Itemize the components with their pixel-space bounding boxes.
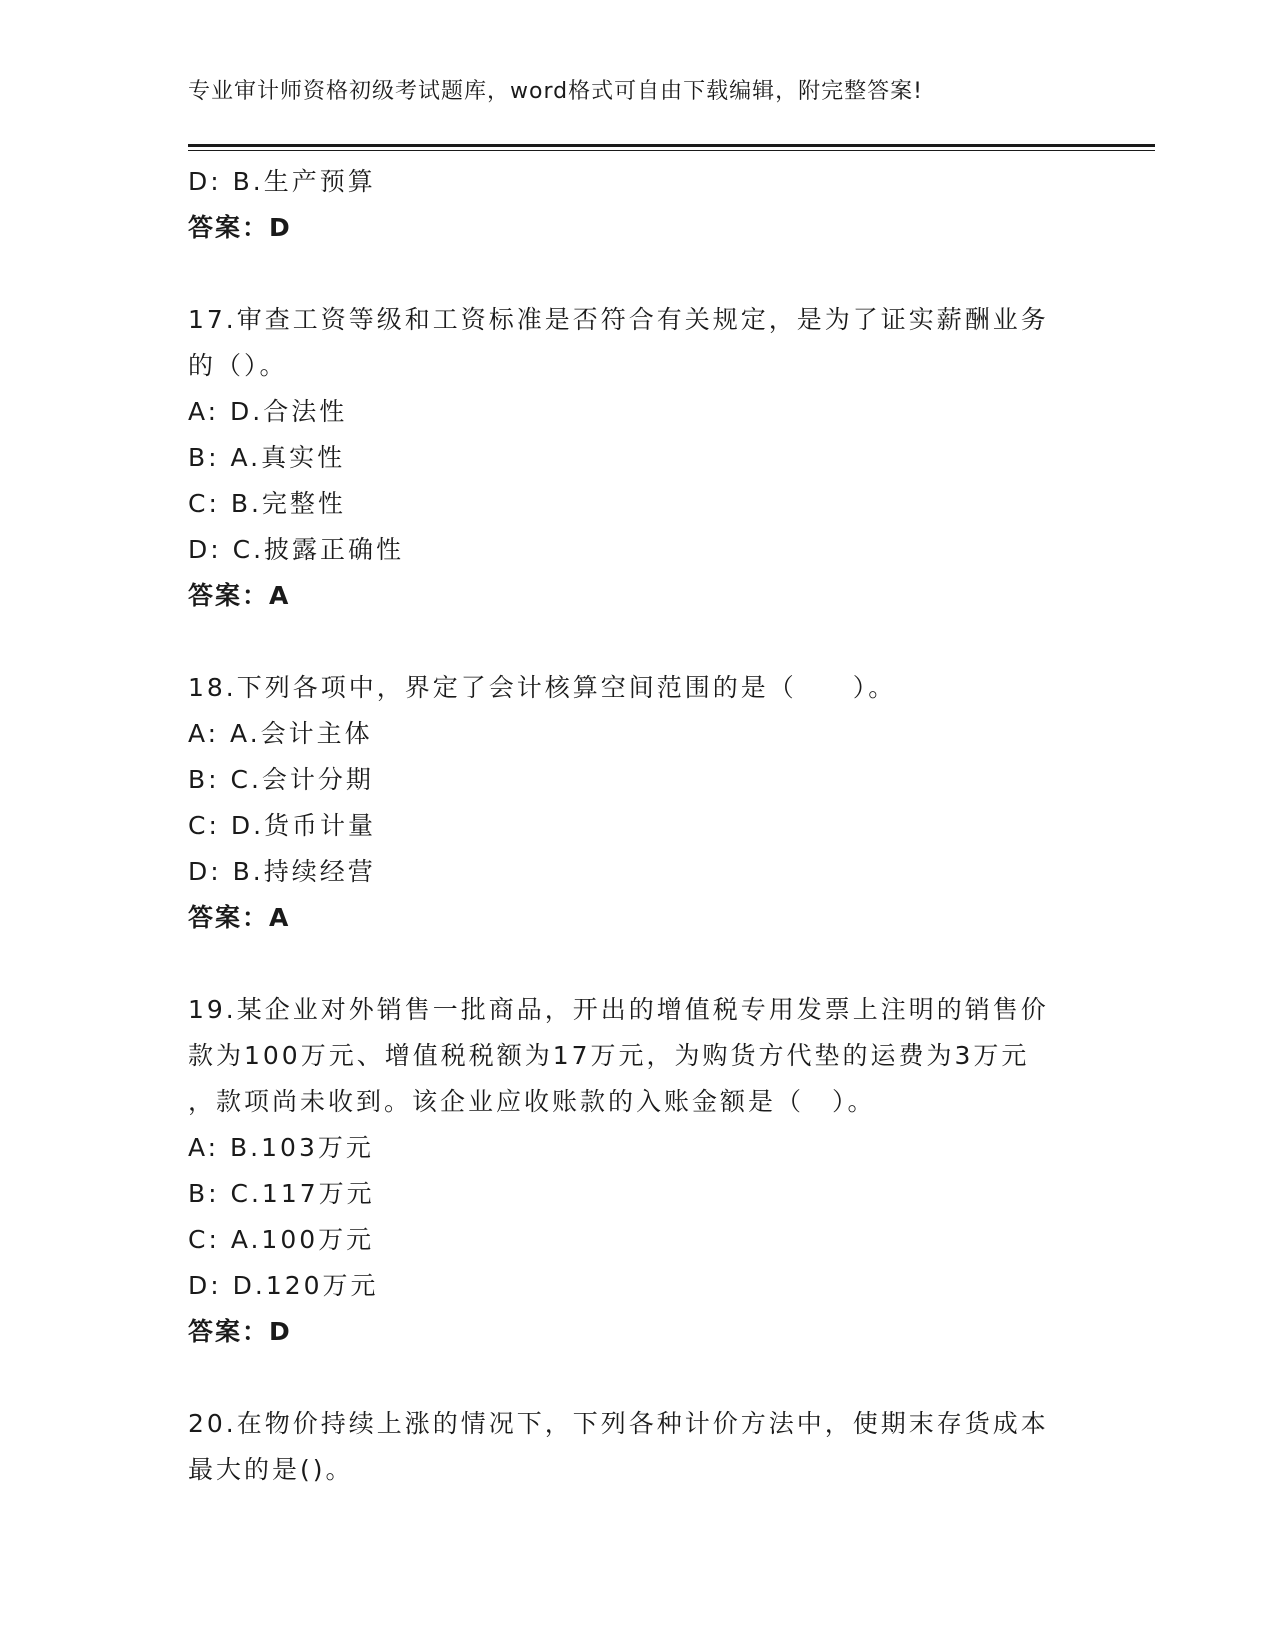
option-line: A: D.合法性 [188,397,348,426]
option-line: D: D.120万元 [188,1271,379,1300]
option-line: D: B.持续经营 [188,857,376,886]
question-content [188,159,1088,1493]
option-line: D: B.生产预算 [188,167,376,196]
option-line: B: C.会计分期 [188,765,374,794]
blank-line [188,251,1088,297]
question-text-line: 17.审查工资等级和工资标准是否符合有关规定，是为了证实薪酬业务 [188,305,1049,334]
answer-line: 答案：D [188,213,292,242]
question-text-line: 19.某企业对外销售一批商品，开出的增值税专用发票上注明的销售价 [188,995,1049,1024]
option-line: C: B.完整性 [188,489,346,518]
answer-line: 答案：D [188,1317,292,1346]
blank-line [188,1355,1088,1401]
option-line: C: A.100万元 [188,1225,375,1254]
question-text-line: 的（）。 [188,351,288,380]
blank-line [188,941,1088,987]
answer-line: 答案：A [188,581,291,610]
header-rule-thick [188,144,1155,147]
question-text-line: 款为100万元、增值税税额为17万元，为购货方代垫的运费为3万元 [188,1041,1030,1070]
answer-line: 答案：A [188,903,291,932]
page-header: 专业审计师资格初级考试题库，word格式可自由下载编辑，附完整答案! [188,79,923,104]
question-text-line: ，款项尚未收到。该企业应收账款的入账金额是（ ）。 [188,1087,876,1116]
option-line: A: A.会计主体 [188,719,373,748]
option-line: C: D.货币计量 [188,811,377,840]
header-rule-thin [188,150,1155,151]
option-line: D: C.披露正确性 [188,535,405,564]
option-line: A: B.103万元 [188,1133,374,1162]
option-line: B: A.真实性 [188,443,346,472]
question-text-line: 最大的是()。 [188,1455,354,1484]
blank-line [188,619,1088,665]
question-text-line: 18.下列各项中，界定了会计核算空间范围的是（ ）。 [188,673,897,702]
question-text-line: 20.在物价持续上涨的情况下，下列各种计价方法中，使期末存货成本 [188,1409,1049,1438]
option-line: B: C.117万元 [188,1179,375,1208]
